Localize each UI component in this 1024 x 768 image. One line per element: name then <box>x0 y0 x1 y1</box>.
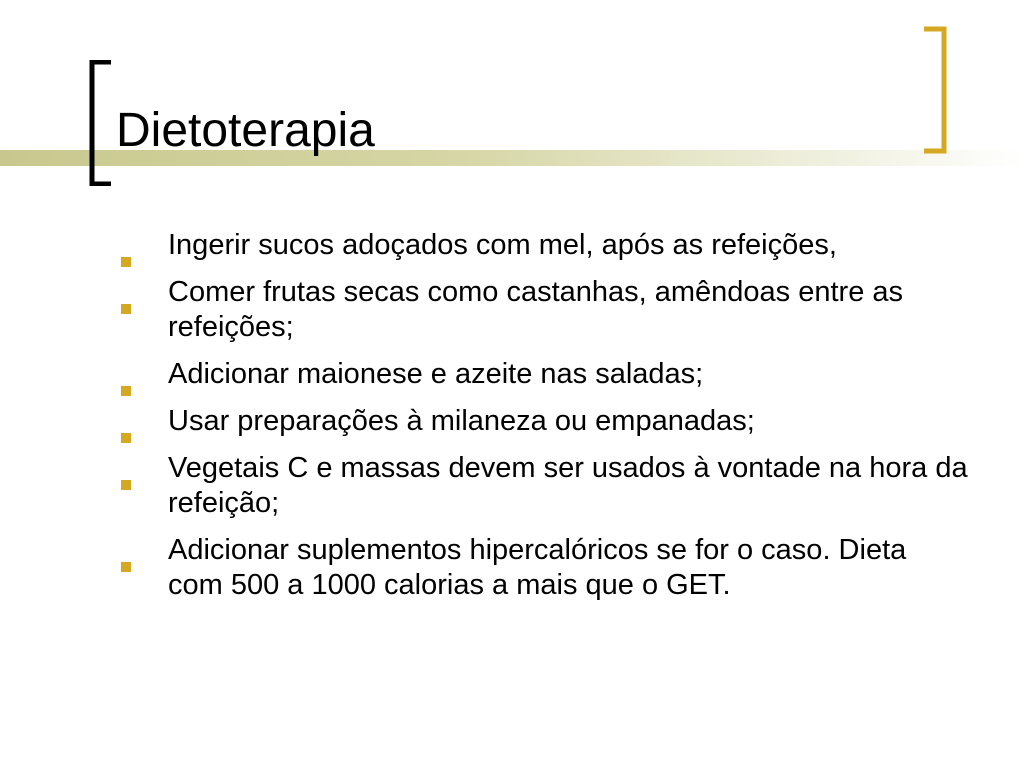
bullet-text: Usar preparações à milaneza ou empanadas; <box>168 405 755 437</box>
right-bracket-decoration <box>922 26 948 154</box>
square-bullet-icon <box>121 370 131 380</box>
list-item <box>118 228 968 263</box>
bullet-text: Ingerir sucos adoçados com mel, após as refeições, <box>168 229 837 261</box>
bullet-text: Adicionar suplementos hipercalóricos se for o caso. Dieta com 500 a 1000 calorias a mais que o GET. <box>168 534 907 601</box>
list-item <box>118 275 968 345</box>
list-item <box>118 404 968 439</box>
slide-title: Dietoterapia <box>116 104 375 157</box>
list-item <box>118 451 968 521</box>
square-bullet-icon <box>121 288 131 298</box>
left-bracket-decoration <box>88 60 112 186</box>
list-item <box>118 533 968 603</box>
square-bullet-icon <box>121 241 131 251</box>
square-bullet-icon <box>121 464 131 474</box>
bullet-list <box>118 228 968 615</box>
list-item <box>118 357 968 392</box>
bullet-text: Adicionar maionese e azeite nas saladas; <box>168 358 704 390</box>
bullet-text: Comer frutas secas como castanhas, amêndoas entre as refeições; <box>168 276 904 343</box>
square-bullet-icon <box>121 417 131 427</box>
bullet-text: Vegetais C e massas devem ser usados à vontade na hora da refeição; <box>168 452 968 519</box>
square-bullet-icon <box>121 546 131 556</box>
